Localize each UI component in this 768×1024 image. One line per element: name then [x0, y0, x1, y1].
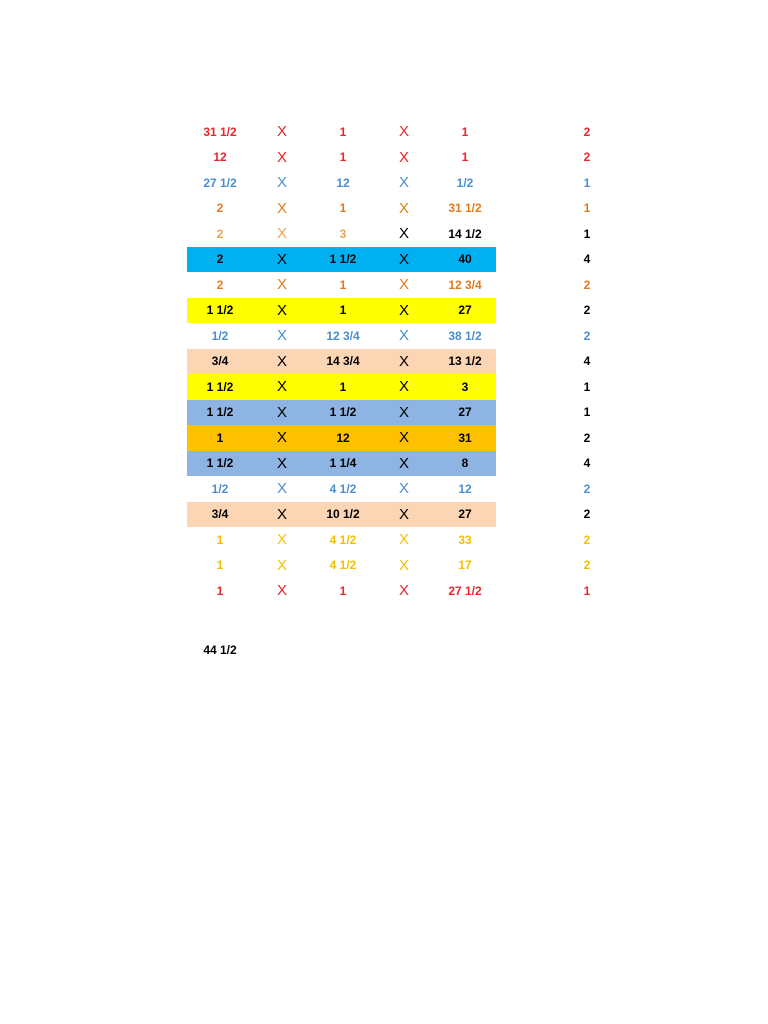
cell-multiply-sign: X — [398, 301, 409, 319]
cell-multiply-sign: X — [276, 225, 287, 243]
table-row — [187, 272, 607, 298]
cell-length: 38 1/2 — [448, 328, 482, 343]
cell-quantity: 12 — [213, 150, 227, 165]
cell-width: 1 — [339, 201, 347, 216]
table-row — [187, 145, 607, 171]
table-row — [187, 502, 607, 528]
cell-width: 4 1/2 — [329, 532, 357, 547]
cell-count: 1 — [583, 379, 591, 394]
cell-count: 4 — [583, 252, 591, 267]
cell-multiply-sign: X — [276, 556, 287, 574]
table-row — [187, 221, 607, 247]
cell-width: 1 — [339, 277, 347, 292]
cell-multiply-sign: X — [276, 429, 287, 447]
cell-multiply-sign: X — [276, 250, 287, 268]
cell-multiply-sign: X — [398, 225, 409, 243]
cell-length: 31 1/2 — [448, 201, 482, 216]
cell-length: 3 — [461, 379, 469, 394]
cell-quantity: 1 1/2 — [206, 456, 234, 471]
cell-multiply-sign: X — [276, 276, 287, 294]
cell-count: 2 — [583, 124, 591, 139]
cell-quantity: 2 — [216, 201, 224, 216]
cell-length: 13 1/2 — [448, 354, 482, 369]
cell-width: 12 — [336, 175, 350, 190]
cell-quantity: 31 1/2 — [203, 124, 237, 139]
cell-width: 1 — [339, 303, 347, 318]
cell-quantity: 3/4 — [211, 354, 229, 369]
cell-length: 31 — [458, 430, 472, 445]
cell-width: 1 1/4 — [329, 456, 357, 471]
cell-count: 2 — [583, 430, 591, 445]
cell-multiply-sign: X — [276, 148, 287, 166]
cell-width: 1 1/2 — [329, 252, 357, 267]
table-row — [187, 578, 607, 604]
cell-width: 1 1/2 — [329, 405, 357, 420]
cell-width: 3 — [339, 226, 347, 241]
cell-multiply-sign: X — [276, 123, 287, 141]
cell-count: 2 — [583, 558, 591, 573]
cell-count: 2 — [583, 507, 591, 522]
cell-multiply-sign: X — [398, 429, 409, 447]
cell-multiply-sign: X — [398, 378, 409, 396]
cell-multiply-sign: X — [398, 531, 409, 549]
cell-multiply-sign: X — [398, 174, 409, 192]
cell-length: 14 1/2 — [448, 226, 482, 241]
table-row — [187, 476, 607, 502]
cell-count: 2 — [583, 532, 591, 547]
cell-count: 1 — [583, 175, 591, 190]
cell-width: 1 — [339, 583, 347, 598]
cell-quantity: 1 1/2 — [206, 303, 234, 318]
cell-multiply-sign: X — [276, 327, 287, 345]
cell-count: 4 — [583, 456, 591, 471]
cell-length: 8 — [461, 456, 469, 471]
cell-quantity: 1 — [216, 558, 224, 573]
cell-count: 2 — [583, 277, 591, 292]
cell-quantity: 1 — [216, 430, 224, 445]
cell-length: 27 — [458, 507, 472, 522]
cell-quantity: 1 1/2 — [206, 379, 234, 394]
cell-quantity: 1/2 — [211, 328, 229, 343]
spreadsheet-table — [187, 119, 607, 604]
table-row — [187, 400, 607, 426]
table-row — [187, 119, 607, 145]
cell-multiply-sign: X — [276, 403, 287, 421]
cell-length: 1/2 — [456, 175, 474, 190]
cell-quantity: 3/4 — [211, 507, 229, 522]
cell-multiply-sign: X — [398, 199, 409, 217]
cell-multiply-sign: X — [398, 250, 409, 268]
cell-multiply-sign: X — [398, 352, 409, 370]
cell-width: 1 — [339, 150, 347, 165]
table-row — [187, 349, 607, 375]
cell-quantity: 2 — [216, 252, 224, 267]
cell-quantity: 1 — [216, 583, 224, 598]
cell-length: 17 — [458, 558, 472, 573]
cell-quantity: 1 — [216, 532, 224, 547]
cell-multiply-sign: X — [276, 531, 287, 549]
table-row — [187, 170, 607, 196]
cell-length: 27 1/2 — [448, 583, 482, 598]
cell-multiply-sign: X — [398, 505, 409, 523]
table-row — [187, 374, 607, 400]
cell-multiply-sign: X — [398, 327, 409, 345]
cell-count: 2 — [583, 481, 591, 496]
table-row — [187, 247, 607, 273]
cell-quantity: 1/2 — [211, 481, 229, 496]
cell-count: 4 — [583, 354, 591, 369]
cell-quantity: 2 — [216, 277, 224, 292]
total-value: 44 1/2 — [203, 643, 237, 657]
cell-multiply-sign: X — [398, 582, 409, 600]
cell-multiply-sign: X — [276, 480, 287, 498]
cell-multiply-sign: X — [398, 454, 409, 472]
cell-width: 10 1/2 — [326, 507, 360, 522]
cell-count: 1 — [583, 583, 591, 598]
cell-multiply-sign: X — [398, 556, 409, 574]
cell-quantity: 1 1/2 — [206, 405, 234, 420]
cell-multiply-sign: X — [276, 199, 287, 217]
cell-width: 14 3/4 — [326, 354, 360, 369]
cell-length: 12 — [458, 481, 472, 496]
cell-width: 4 1/2 — [329, 481, 357, 496]
table-row — [187, 425, 607, 451]
cell-width: 1 — [339, 379, 347, 394]
cell-count: 2 — [583, 150, 591, 165]
cell-quantity: 27 1/2 — [203, 175, 237, 190]
cell-length: 27 — [458, 405, 472, 420]
cell-count: 2 — [583, 303, 591, 318]
table-row — [187, 527, 607, 553]
cell-multiply-sign: X — [276, 582, 287, 600]
cell-multiply-sign: X — [398, 403, 409, 421]
cell-count: 1 — [583, 226, 591, 241]
table-row — [187, 323, 607, 349]
cell-count: 1 — [583, 201, 591, 216]
cell-length: 1 — [461, 124, 469, 139]
cell-length: 40 — [458, 252, 472, 267]
cell-multiply-sign: X — [276, 454, 287, 472]
table-row — [187, 298, 607, 324]
cell-multiply-sign: X — [398, 480, 409, 498]
cell-count: 2 — [583, 328, 591, 343]
cell-length: 12 3/4 — [448, 277, 482, 292]
table-row — [187, 196, 607, 222]
cell-length: 33 — [458, 532, 472, 547]
cell-multiply-sign: X — [276, 378, 287, 396]
cell-multiply-sign: X — [398, 276, 409, 294]
cell-multiply-sign: X — [276, 352, 287, 370]
cell-width: 12 — [336, 430, 350, 445]
cell-multiply-sign: X — [398, 148, 409, 166]
cell-multiply-sign: X — [398, 123, 409, 141]
cell-width: 12 3/4 — [326, 328, 360, 343]
cell-length: 27 — [458, 303, 472, 318]
cell-multiply-sign: X — [276, 174, 287, 192]
cell-multiply-sign: X — [276, 505, 287, 523]
cell-quantity: 2 — [216, 226, 224, 241]
cell-multiply-sign: X — [276, 301, 287, 319]
table-row — [187, 451, 607, 477]
cell-length: 1 — [461, 150, 469, 165]
cell-width: 1 — [339, 124, 347, 139]
cell-width: 4 1/2 — [329, 558, 357, 573]
cell-count: 1 — [583, 405, 591, 420]
table-row — [187, 553, 607, 579]
